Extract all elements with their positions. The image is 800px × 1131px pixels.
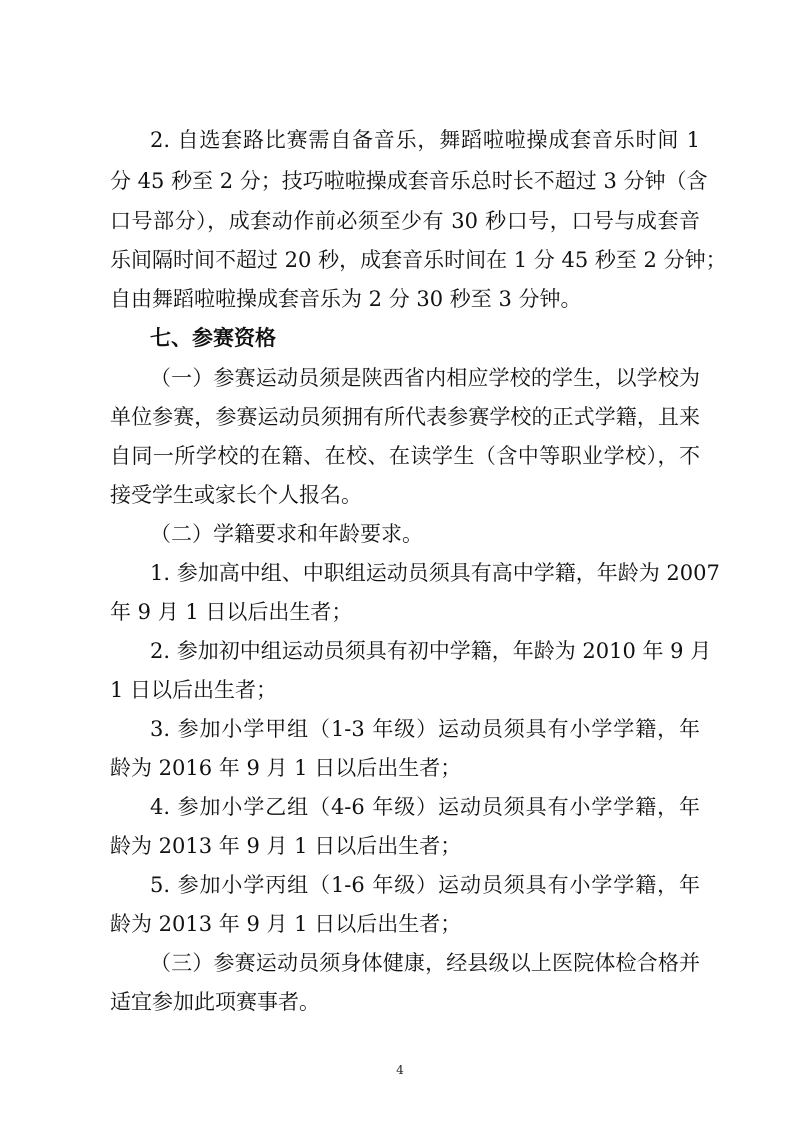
page-number: 4 <box>396 1063 404 1077</box>
subsection-heading: （二）学籍要求和年龄要求。 <box>150 522 423 546</box>
paragraph-eligibility-line-3: 自同一所学校的在籍、在校、在读学生（含中等职业学校），不 <box>110 444 700 468</box>
list-item-3-line-1: 3. 参加小学甲组（1-3 年级）运动员须具有小学学籍，年 <box>150 717 700 741</box>
list-item-3-line-2: 龄为 2016 年 9 月 1 日以后出生者； <box>110 756 462 780</box>
paragraph-eligibility-line-4: 接受学生或家长个人报名。 <box>110 483 362 507</box>
paragraph-music-line-2: 分 45 秒至 2 分；技巧啦啦操成套音乐总时长不超过 3 分钟（含 <box>110 169 708 193</box>
list-item-2-line-2: 1 日以后出生者； <box>110 678 278 702</box>
paragraph-music-line-4: 乐间隔时间不超过 20 秒，成套音乐时间在 1 分 45 秒至 2 分钟； <box>110 248 727 272</box>
paragraph-music-line-5: 自由舞蹈啦啦操成套音乐为 2 分 30 秒至 3 分钟。 <box>110 287 582 311</box>
list-item-4-line-1: 4. 参加小学乙组（4-6 年级）运动员须具有小学学籍，年 <box>150 795 700 819</box>
paragraph-health-line-1: （三）参赛运动员须身体健康，经县级以上医院体检合格并 <box>150 951 700 975</box>
list-item-1-line-1: 1. 参加高中组、中职组运动员须具有高中学籍，年龄为 2007 <box>150 561 720 585</box>
section-heading: 七、参赛资格 <box>150 325 276 350</box>
paragraph-music-line-1: 2. 自选套路比赛需自备音乐，舞蹈啦啦操成套音乐时间 1 <box>150 128 700 152</box>
paragraph-music-line-3: 口号部分），成套动作前必须至少有 30 秒口号，口号与成套音 <box>110 209 700 233</box>
paragraph-health-line-2: 适宜参加此项赛事者。 <box>110 990 320 1014</box>
list-item-4-line-2: 龄为 2013 年 9 月 1 日以后出生者； <box>110 834 462 858</box>
list-item-1-line-2: 年 9 月 1 日以后出生者； <box>110 600 353 624</box>
paragraph-eligibility-line-1: （一）参赛运动员须是陕西省内相应学校的学生，以学校为 <box>150 366 700 390</box>
paragraph-eligibility-line-2: 单位参赛，参赛运动员须拥有所代表参赛学校的正式学籍，且来 <box>110 405 700 429</box>
list-item-5-line-1: 5. 参加小学丙组（1-6 年级）运动员须具有小学学籍，年 <box>150 873 700 897</box>
list-item-5-line-2: 龄为 2013 年 9 月 1 日以后出生者； <box>110 912 462 936</box>
list-item-2-line-1: 2. 参加初中组运动员须具有初中学籍，年龄为 2010 年 9 月 <box>150 639 712 663</box>
